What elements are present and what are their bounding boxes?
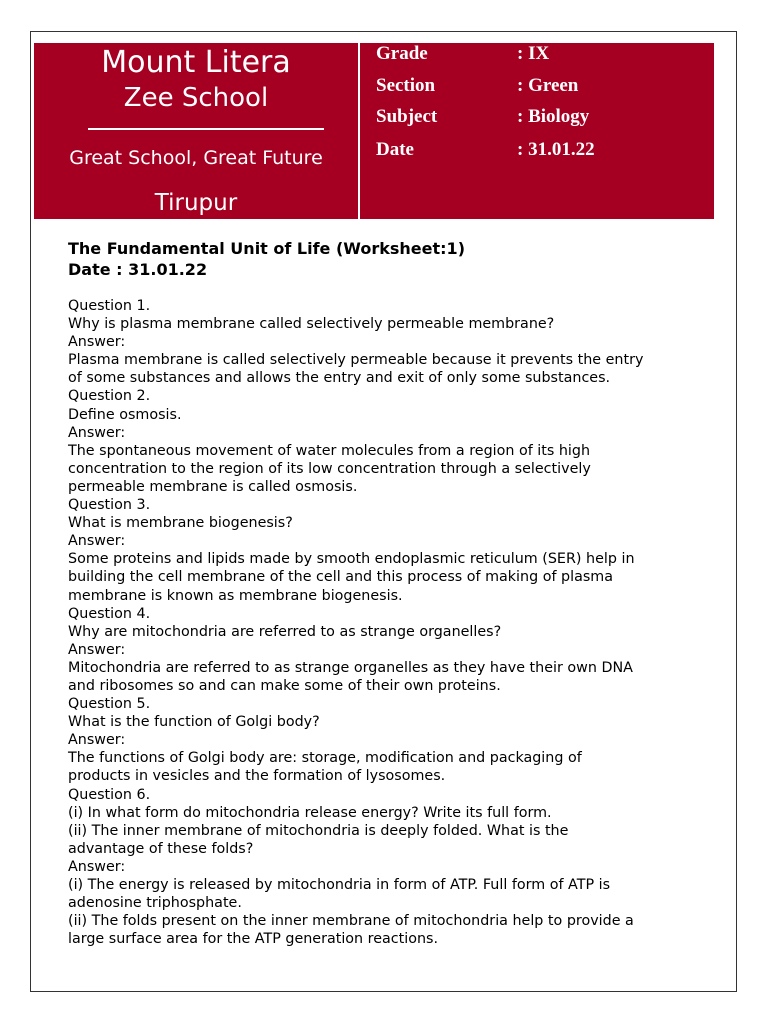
info-row-grade: [376, 43, 706, 71]
school-city: Tirupur: [154, 190, 238, 216]
answer-text-line: of some substances and allows the entry and exit of only some substances.: [68, 370, 611, 387]
answer-text-line: Some proteins and lipids made by smooth endoplasmic reticulum (SER) help in: [68, 551, 635, 568]
brand-underline: [88, 128, 324, 130]
school-tagline: Great School, Great Future: [69, 147, 323, 169]
school-brand: [34, 43, 358, 219]
info-label: Grade: [376, 43, 428, 64]
question-heading: Question 1.: [68, 298, 151, 314]
answer-text-line: permeable membrane is called osmosis.: [68, 478, 358, 495]
header-divider: [358, 43, 360, 219]
answer-text-line: The spontaneous movement of water molecules from a region of its high: [68, 442, 591, 459]
answer-text-line: Plasma membrane is called selectively permeable because it prevents the entry: [68, 352, 644, 369]
info-value: : 31.01.22: [517, 139, 595, 160]
answer-text-line: (ii) The inner membrane of mitochondria is deeply folded. What is the: [68, 822, 569, 839]
worksheet-title: The Fundamental Unit of Life (Worksheet:1): [68, 239, 465, 258]
answer-text-line: What is membrane biogenesis?: [68, 515, 293, 532]
answer-heading: Answer:: [68, 533, 126, 550]
info-label: Section: [376, 75, 436, 96]
answer-text-line: products in vesicles and the formation of lysosomes.: [68, 768, 446, 785]
question-heading: Question 3.: [68, 497, 151, 514]
answer-text-line: The functions of Golgi body are: storage, modification and packaging of: [68, 750, 582, 767]
answer-heading: Answer:: [68, 641, 126, 658]
answer-text-line: Mitochondria are referred to as strange organelles as they have their own DNA: [68, 659, 633, 676]
answer-text-line: (i) The energy is released by mitochondria in form of ATP. Full form of ATP is: [68, 877, 611, 893]
answer-heading: Answer:: [68, 858, 126, 875]
worksheet-content: [68, 238, 708, 948]
answer-text-line: advantage of these folds?: [68, 840, 254, 857]
answer-text-line: Why are mitochondria are referred to as strange organelles?: [68, 623, 502, 640]
answer-text-line: concentration to the region of its low concentration through a selectively: [68, 460, 591, 477]
info-value: : IX: [517, 43, 550, 64]
answer-text-line: (ii) The folds present on the inner membrane of mitochondria help to provide a: [68, 913, 634, 930]
info-row-date: [376, 139, 706, 167]
answer-text-line: and ribosomes so and can make some of their own proteins.: [68, 677, 501, 694]
answer-text-line: Why is plasma membrane called selectively permeable membrane?: [68, 316, 555, 333]
question-heading: Question 5.: [68, 696, 151, 713]
worksheet-page: [30, 31, 737, 992]
info-label: Date: [376, 139, 414, 160]
answer-text-line: What is the function of Golgi body?: [68, 714, 320, 731]
info-value: : Biology: [517, 106, 590, 127]
info-row-section: [376, 75, 706, 103]
school-name-line2: Zee School: [123, 83, 269, 113]
worksheet-date: Date : 31.01.22: [68, 260, 208, 279]
question-heading: Question 2.: [68, 388, 151, 405]
info-row-subject: [376, 106, 706, 134]
answer-text-line: (i) In what form do mitochondria release energy? Write its full form.: [68, 804, 552, 821]
info-value: : Green: [517, 75, 579, 96]
school-name-line1: Mount Litera: [101, 45, 291, 80]
question-answer-list: [68, 297, 708, 948]
school-header-banner: [34, 43, 714, 219]
answer-heading: Answer:: [68, 334, 126, 351]
question-heading: Question 4.: [68, 605, 151, 622]
answer-text-line: Define osmosis.: [68, 406, 182, 423]
answer-heading: Answer:: [68, 424, 126, 441]
answer-text-line: large surface area for the ATP generation reactions.: [68, 931, 439, 948]
info-label: Subject: [376, 106, 438, 127]
answer-text-line: building the cell membrane of the cell and this process of making of plasma: [68, 569, 613, 586]
answer-heading: Answer:: [68, 732, 126, 749]
answer-text-line: membrane is known as membrane biogenesis.: [68, 587, 403, 604]
question-heading: Question 6.: [68, 786, 151, 803]
answer-text-line: adenosine triphosphate.: [68, 895, 242, 912]
